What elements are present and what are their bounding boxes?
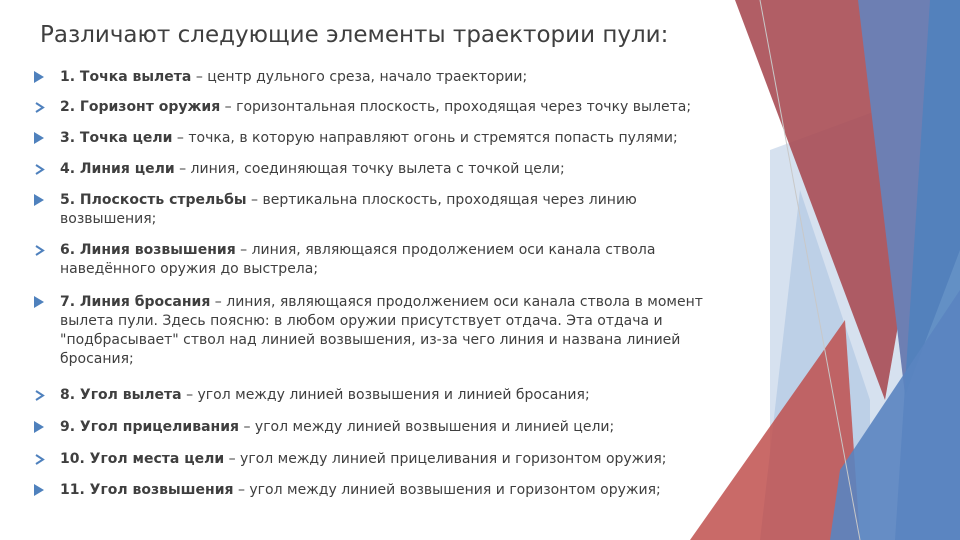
item-description: – линия, являющаяся продолжением оси канала ствола наведённого оружия до выстрела; [60,242,656,277]
list-item [32,241,732,279]
item-term: 7. Линия бросания [60,294,211,310]
item-term: 5. Плоскость стрельбы [60,192,247,208]
arrowhead-bullet-icon [32,388,46,402]
slide-title: Различают следующие элементы траектории пули: [40,22,669,48]
item-description: – точка, в которую направляют огонь и стремятся попасть пулями; [172,130,678,146]
item-term: 8. Угол вылета [60,387,182,403]
list-item [32,481,732,500]
list-item [32,293,732,369]
item-term: 9. Угол прицеливания [60,419,240,435]
item-description: – центр дульного среза, начало траектории; [191,69,528,85]
arrowhead-bullet-icon [32,100,46,114]
item-term: 2. Горизонт оружия [60,99,221,115]
triangle-bullet-icon [32,131,46,145]
item-term: 4. Линия цели [60,161,175,177]
list-item [32,191,732,229]
item-term: 11. Угол возвышения [60,482,234,498]
arrowhead-bullet-icon [32,452,46,466]
list-item [32,129,732,148]
item-description: – линия, являющаяся продолжением оси канала ствола в момент вылета пули. Здесь поясню: в любом оружии присутствует отдача. Эта отдача и "подбрасывает" ствол над линией возвышения, из-за чего линия и названа линией бросания; [60,294,703,367]
list-item [32,98,732,117]
item-description: – вертикальна плоскость, проходящая через линию возвышения; [60,192,637,227]
arrowhead-bullet-icon [32,162,46,176]
item-description: – горизонтальная плоскость, проходящая через точку вылета; [220,99,692,115]
item-description: – угол между линией возвышения и линией цели; [239,419,615,435]
item-description: – угол между линией прицеливания и горизонтом оружия; [224,451,667,467]
triangle-bullet-icon [32,420,46,434]
item-term: 6. Линия возвышения [60,242,236,258]
triangle-bullet-icon [32,483,46,497]
list-item [32,68,732,87]
list-item [32,418,732,437]
triangle-bullet-icon [32,70,46,84]
item-term: 1. Точка вылета [60,69,192,85]
list-item [32,160,732,179]
item-term: 3. Точка цели [60,130,173,146]
arrowhead-bullet-icon [32,243,46,257]
item-description: – линия, соединяющая точку вылета с точкой цели; [174,161,565,177]
triangle-bullet-icon [32,193,46,207]
triangle-bullet-icon [32,295,46,309]
item-description: – угол между линией возвышения и горизонтом оружия; [233,482,661,498]
item-description: – угол между линией возвышения и линией бросания; [181,387,590,403]
list-item [32,386,732,405]
item-term: 10. Угол места цели [60,451,225,467]
list-item [32,450,732,469]
